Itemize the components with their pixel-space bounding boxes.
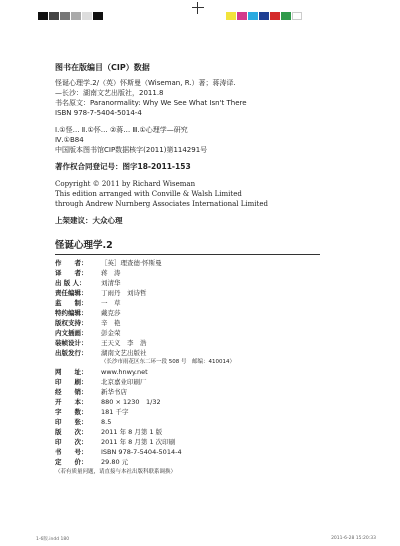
- detail-key: 书 号：: [55, 448, 88, 456]
- reg-swatch-magenta: [237, 12, 247, 20]
- credit-key: 译 者：: [55, 269, 88, 277]
- detail-value: 880 × 1230 1/32: [101, 398, 161, 406]
- reg-swatch-green: [281, 12, 291, 20]
- detail-value: ISBN 978-7-5404-5014-4: [101, 448, 182, 456]
- credit-value: 一 草: [101, 299, 121, 307]
- reg-swatch-dark-gray: [49, 12, 59, 20]
- detail-row: [55, 397, 375, 407]
- detail-value: 181 千字: [101, 408, 129, 416]
- reg-swatch-red: [270, 12, 280, 20]
- detail-row: [55, 417, 375, 427]
- cip-line-3: 书名原文：Paranormality: Why We See What Isn't There: [55, 99, 247, 107]
- copyright-registration: 著作权合同登记号：图字18-2011-153: [55, 162, 191, 171]
- detail-row: [55, 457, 375, 467]
- cip-line-2: —长沙：湖南文艺出版社，2011.8: [55, 89, 164, 97]
- credit-row: [55, 328, 375, 338]
- detail-row: [55, 377, 375, 387]
- credit-value: 辛 艳: [101, 319, 121, 327]
- registration-bar-right: [226, 5, 303, 24]
- slug-file: 1-6版.indd 180: [36, 537, 70, 542]
- detail-key: 印 张：: [55, 418, 88, 426]
- reg-swatch-pale-gray: [82, 12, 92, 20]
- english-line-1: Copyright © 2011 by Richard Wiseman: [55, 180, 196, 188]
- reg-swatch-gray: [60, 12, 70, 20]
- reg-swatch-blue: [259, 12, 269, 20]
- detail-row: [55, 407, 375, 417]
- title-divider: [55, 254, 320, 255]
- credit-key: 责任编辑：: [55, 289, 88, 297]
- credit-row: [55, 338, 375, 348]
- cip-line-6: Ⅳ.①B84: [55, 136, 84, 144]
- detail-row: [55, 367, 375, 377]
- detail-row: [55, 447, 375, 457]
- credits-list: [55, 258, 375, 358]
- credit-value: 刘清华: [101, 279, 121, 287]
- cip-line-7: 中国版本图书馆CIP数据核字(2011)第114291号: [55, 146, 208, 154]
- credit-key: 特约编辑：: [55, 309, 88, 317]
- credit-key: 内文插画：: [55, 329, 88, 337]
- reg-swatch-white: [292, 12, 302, 20]
- detail-row: [55, 387, 375, 397]
- reg-swatch-black: [38, 12, 48, 20]
- credit-row: [55, 308, 375, 318]
- cip-line-1: 怪诞心理学.2/（英）怀斯曼（Wiseman, R.）著；蒋涛译.: [55, 79, 236, 87]
- credit-row: [55, 318, 375, 328]
- credit-key: 装帧设计：: [55, 339, 88, 347]
- slug-timestamp: 2011-6-28 15:20:33: [331, 536, 376, 541]
- credit-value: 戴克莎: [101, 309, 121, 317]
- credit-value: 王天义 李 浩: [101, 339, 147, 347]
- detail-key: 字 数：: [55, 408, 88, 416]
- credit-value: 蒋 涛: [101, 269, 121, 277]
- detail-key: 印 次：: [55, 438, 88, 446]
- detail-value: 8.5: [101, 418, 112, 426]
- cip-line-4: ISBN 978-7-5404-5014-4: [55, 109, 142, 117]
- credit-value: 丁雨丹 刘诗哲: [101, 289, 147, 297]
- english-line-3: through Andrew Nurnberg Associates International Limited: [55, 200, 268, 208]
- credit-row: [55, 348, 375, 358]
- credit-row: [55, 268, 375, 278]
- detail-key: 开 本：: [55, 398, 88, 406]
- detail-key: 定 价：: [55, 458, 88, 466]
- detail-value: 2011 年 8 月第 1 版: [101, 428, 163, 436]
- credit-key: 版权支持：: [55, 319, 88, 327]
- details-list: [55, 367, 375, 467]
- detail-row: [55, 427, 375, 437]
- detail-value: 北京嘉业印刷厂: [101, 378, 147, 386]
- credit-value: 湖南文艺出版社: [101, 349, 147, 357]
- credit-value: 彭金荣: [101, 329, 121, 337]
- registration-bar-left: [38, 5, 104, 24]
- detail-key: 网 址：: [55, 368, 88, 376]
- credit-key: 出版发行：: [55, 349, 88, 357]
- detail-value: 29.80 元: [101, 458, 129, 466]
- registration-crosshair: [192, 2, 204, 14]
- shelf-suggestion: 上架建议：大众心理: [55, 216, 123, 225]
- credit-key: 监 制：: [55, 299, 88, 307]
- cip-title: 图书在版编目（CIP）数据: [55, 63, 150, 72]
- credit-value: ［英］理查德·怀斯曼: [101, 259, 162, 267]
- book-title: 怪诞心理学.2: [55, 240, 113, 251]
- credit-key: 出 版 人：: [55, 279, 86, 287]
- quality-note: （若有质量问题，请直接与本社出版科联系调换）: [55, 469, 177, 475]
- detail-value: www.hnwy.net: [101, 368, 148, 376]
- copyright-page: [55, 62, 375, 477]
- detail-value: 新华书店: [101, 388, 127, 396]
- reg-swatch-black-2: [93, 12, 103, 20]
- publisher-address: （长沙市雨花区东二环一段 508 号 邮编：410014）: [101, 359, 235, 365]
- english-line-2: This edition arranged with Conville & Walsh Limited: [55, 190, 242, 198]
- reg-swatch-light-gray: [71, 12, 81, 20]
- credit-row: [55, 288, 375, 298]
- detail-key: 版 次：: [55, 428, 88, 436]
- credit-row: [55, 278, 375, 288]
- detail-value: 2011 年 8 月第 1 次印刷: [101, 438, 176, 446]
- print-slug: [36, 536, 376, 542]
- detail-key: 印 刷：: [55, 378, 88, 386]
- credit-key: 作 者：: [55, 259, 88, 267]
- reg-swatch-yellow: [226, 12, 236, 20]
- reg-swatch-cyan: [248, 12, 258, 20]
- credit-row: [55, 298, 375, 308]
- detail-row: [55, 437, 375, 447]
- cip-line-5: Ⅰ.①怪… Ⅱ.①怀… ②蒋… Ⅲ.①心理学—研究: [55, 126, 188, 134]
- detail-key: 经 销：: [55, 388, 88, 396]
- credit-row: [55, 258, 375, 268]
